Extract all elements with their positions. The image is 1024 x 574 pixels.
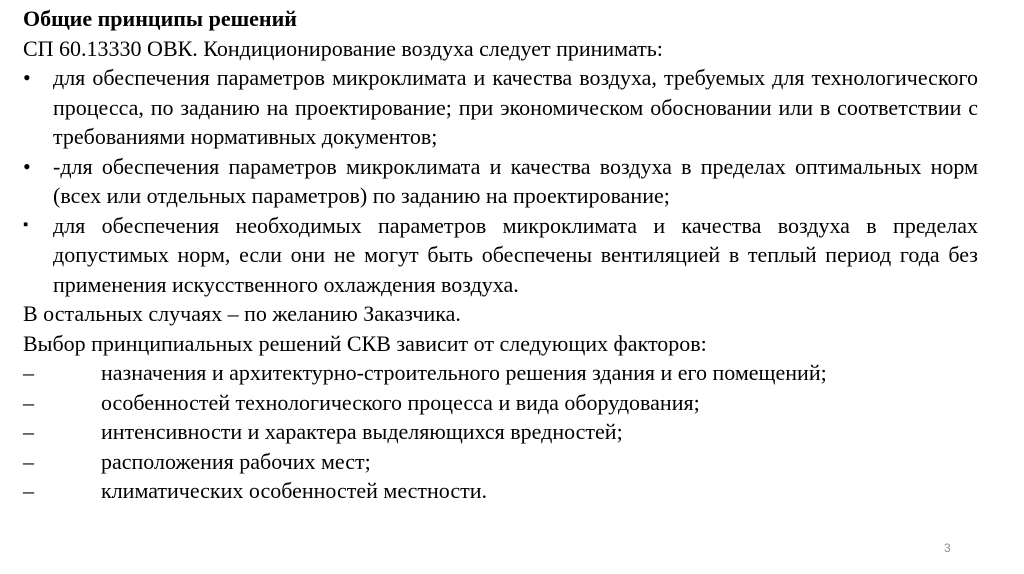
bullet-marker: •	[23, 65, 31, 90]
dash-marker: –	[23, 419, 34, 444]
bullet-text: для обеспечения необходимых параметров микроклимата и качества воздуха в пределах допустимых норм, если они не могут быть обеспечены вентиляцией в теплый период года без применения искусственного охлаждения воздуха.	[53, 212, 978, 297]
dash-marker: –	[23, 448, 34, 474]
dash-marker: –	[23, 478, 34, 503]
factor-text: расположения рабочих мест;	[101, 448, 371, 474]
factor-item	[23, 417, 978, 447]
bullet-marker: •	[23, 153, 31, 179]
factor-item	[23, 358, 978, 388]
intro-line: СП 60.13330 ОВК. Кондиционирование воздуха следует принимать:	[23, 35, 663, 61]
factor-text: особенностей технологического процесса и вида оборудования;	[101, 389, 700, 415]
dash-marker: –	[23, 389, 34, 415]
bullet-item	[23, 63, 978, 152]
slide-content	[23, 4, 978, 506]
factor-text: назначения и архитектурно-строительного решения здания и его помещений;	[101, 360, 827, 385]
factor-text: интенсивности и характера выделяющихся вредностей;	[101, 419, 623, 444]
bullet-text: -для обеспечения параметров микроклимата и качества воздуха в пределах оптимальных норм (всех или отдельных параметров) по заданию на проектирование;	[53, 153, 978, 208]
bullet-item	[23, 211, 978, 300]
dash-marker: –	[23, 360, 34, 385]
factor-item	[23, 447, 978, 477]
slide-title: Общие принципы решений	[23, 6, 297, 31]
factor-item	[23, 388, 978, 418]
other-cases-line: В остальных случаях – по желанию Заказчика.	[23, 301, 461, 326]
factors-intro-line: Выбор принципиальных решений СКВ зависит от следующих факторов:	[23, 330, 707, 356]
factor-text: климатических особенностей местности.	[101, 478, 487, 503]
bullet-marker-square: ▪	[23, 216, 29, 233]
factor-item	[23, 476, 978, 506]
slide-number: 3	[944, 541, 951, 555]
bullet-text: для обеспечения параметров микроклимата и качества воздуха, требуемых для технологического процесса, по заданию на проектирование; при экономическом обосновании или в соответствии с требованиями нормативных документов;	[53, 65, 978, 149]
bullet-item	[23, 152, 978, 211]
